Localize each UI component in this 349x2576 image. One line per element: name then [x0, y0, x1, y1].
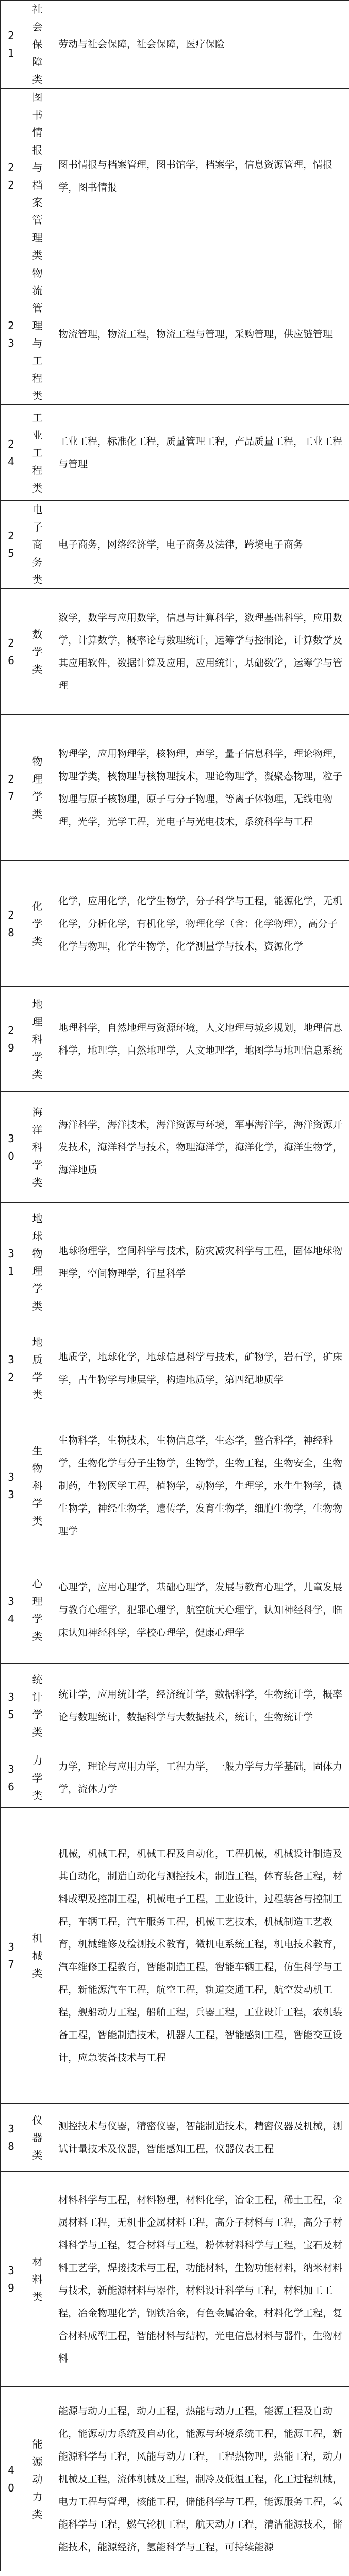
- table-row: [1, 405, 349, 501]
- table-row: [1, 501, 349, 589]
- table-row: [1, 861, 349, 987]
- table-row: [1, 1, 349, 89]
- table-row: [1, 2172, 349, 2387]
- table-row: [1, 715, 349, 861]
- category-majors: 地球物理学，空间科学与技术，防灾减灾科学与工程，固体地球物理学，空间物理学，行星科学: [53, 1203, 349, 1321]
- category-number: 23: [1, 264, 22, 405]
- category-majors: 劳动与社会保障，社会保障，医疗保险: [53, 1, 349, 89]
- category-name: 地球物理学类: [22, 1203, 53, 1321]
- category-name: 统计学类: [22, 1664, 53, 1748]
- table-row: [1, 2387, 349, 2571]
- category-number: 36: [1, 1748, 22, 1808]
- table-row: [1, 1808, 349, 2104]
- table-row: [1, 1092, 349, 1203]
- table-row: [1, 1203, 349, 1321]
- category-name: 机械类: [22, 1808, 53, 2104]
- category-majors: 机械，机械工程，机械工程及自动化，工程机械，机械设计制造及其自动化，制造自动化与测控技术，制造工程，体育装备工程，材料成型及控制工程，机械电子工程，工业设计，过程装备与控制工程，车辆工程，汽车服务工程，机械工艺技术，机械制造工艺教育，机械维修及检测技术教育，微机电系统工程，机电技术教育，汽车维修工程教育，智能制造工程，智能车辆工程，仿生科学与工程，新能源汽车工程，航空工程，轨道交通工程，航空发动机工程，舰船动力工程，船舶工程，兵器工程，工业设计工程，农机装备工程，智能制造技术，机器人工程，智能感知工程，智能交互设计，应急装备技术与工程: [53, 1808, 349, 2104]
- table-row: [1, 1748, 349, 1808]
- category-majors: 生物科学，生物技术，生物信息学，生态学，整合科学，神经科学，生物化学与分子生物学，生物学，生物工程，生物安全，生物制药，生物医学工程，植物学，动物学，生理学，水生生物学，微生物学，神经生物学，遗传学，发育生物学，细胞生物学，生物物理学: [53, 1415, 349, 1556]
- category-name: 工业工程类: [22, 405, 53, 501]
- category-name: 物理学类: [22, 715, 53, 861]
- category-majors: 海洋科学，海洋技术，海洋资源与环境，军事海洋学，海洋资源开发技术，海洋科学与技术，物理海洋学，海洋化学，海洋生物学，海洋地质: [53, 1092, 349, 1203]
- category-number: 35: [1, 1664, 22, 1748]
- category-number: 27: [1, 715, 22, 861]
- table-row: [1, 1321, 349, 1415]
- category-majors: 图书情报与档案管理，图书馆学，档案学，信息资源管理，情报学，图书情报: [53, 89, 349, 264]
- category-majors: 数学，数学与应用数学，信息与计算科学，数理基础科学，应用数学，计算数学，概率论与数理统计，运筹学与控制论，计算数学及其应用软件，数据计算及应用，应用统计，基础数学，运筹学与管理: [53, 589, 349, 715]
- category-name: 心理学类: [22, 1556, 53, 1664]
- category-number: 25: [1, 501, 22, 589]
- table-row: [1, 987, 349, 1092]
- table-row: [1, 264, 349, 405]
- category-number: 37: [1, 1808, 22, 2104]
- category-number: 34: [1, 1556, 22, 1664]
- category-number: 31: [1, 1203, 22, 1321]
- category-majors: 物流管理，物流工程，物流工程与管理，采购管理，供应链管理: [53, 264, 349, 405]
- table-row: [1, 1664, 349, 1748]
- table-row: [1, 1556, 349, 1664]
- category-number: 28: [1, 861, 22, 987]
- category-number: 32: [1, 1321, 22, 1415]
- category-majors: 力学，理论与应用力学，工程力学，一般力学与力学基础，固体力学，流体力学: [53, 1748, 349, 1808]
- category-majors: 电子商务，网络经济学，电子商务及法律，跨境电子商务: [53, 501, 349, 589]
- category-majors: 工业工程，标准化工程，质量管理工程，产品质量工程，工业工程与管理: [53, 405, 349, 501]
- table-row: [1, 1415, 349, 1556]
- category-number: 39: [1, 2172, 22, 2387]
- category-majors: 地理科学，自然地理与资源环境，人文地理与城乡规划，地理信息科学，地理学，自然地理学，人文地理学，地图学与地理信息系统: [53, 987, 349, 1092]
- category-name: 物流管理与工程类: [22, 264, 53, 405]
- category-name: 图书情报与档案管理类: [22, 89, 53, 264]
- category-name: 地质学类: [22, 1321, 53, 1415]
- table-row: [1, 89, 349, 264]
- category-name: 材料类: [22, 2172, 53, 2387]
- category-name: 电子商务类: [22, 501, 53, 589]
- category-name: 海洋科学类: [22, 1092, 53, 1203]
- category-name: 数学类: [22, 589, 53, 715]
- category-number: 29: [1, 987, 22, 1092]
- category-majors: 物理学，应用物理学，核物理，声学，量子信息科学，理论物理，物理学类，核物理与核物理技术，理论物理学，凝聚态物理，粒子物理与原子核物理，原子与分子物理，等离子体物理，无线电物理，光学，光学工程，光电子与光电技术，系统科学与工程: [53, 715, 349, 861]
- category-name: 力学类: [22, 1748, 53, 1808]
- category-majors: 能源与动力工程，动力工程，热能与动力工程，能源工程及自动化，能源动力系统及自动化，能源与环境系统工程，能源工程，新能源科学与工程，风能与动力工程，工程热物理，热能工程，动力机械及工程，流体机械及工程，制冷及低温工程，化工过程机械，电力工程与管理，核能工程，储能科学与工程，能源服务工程，氢能科学与工程，燃气轮机工程，航天动力工程，清洁能源技术，储能技术，能源经济，氢能科学与工程，可持续能源: [53, 2387, 349, 2571]
- category-name: 化学类: [22, 861, 53, 987]
- category-number: 33: [1, 1415, 22, 1556]
- table-row: [1, 2104, 349, 2172]
- category-number: 21: [1, 1, 22, 89]
- category-majors: 化学，应用化学，化学生物学，分子科学与工程，能源化学，无机化学，分析化学，有机化学，物理化学（含：化学物理），高分子化学与物理，化学生物学，化学测量学与技术，资源化学: [53, 861, 349, 987]
- category-majors: 测控技术与仪器，精密仪器，智能制造技术，精密仪器及机械，测试计量技术及仪器，智能感知工程，仪器仪表工程: [53, 2104, 349, 2172]
- category-number: 24: [1, 405, 22, 501]
- category-majors: 地质学，地球化学，地球信息科学与技术，矿物学，岩石学，矿床学，古生物学与地层学，构造地质学，第四纪地质学: [53, 1321, 349, 1415]
- category-number: 40: [1, 2387, 22, 2571]
- category-name: 仪器类: [22, 2104, 53, 2172]
- category-number: 26: [1, 589, 22, 715]
- category-number: 30: [1, 1092, 22, 1203]
- category-name: 社会保障类: [22, 1, 53, 89]
- category-majors: 心理学，应用心理学，基础心理学，发展与教育心理学，儿童发展与教育心理学，犯罪心理学，航空航天心理学，认知神经科学，临床认知神经科学，学校心理学，健康心理学: [53, 1556, 349, 1664]
- table-row: [1, 589, 349, 715]
- category-name: 地理科学类: [22, 987, 53, 1092]
- category-majors: 统计学，应用统计学，经济统计学，数据科学，生物统计学，概率论与数理统计，数据科学与大数据技术，统计，生物统计学: [53, 1664, 349, 1748]
- category-name: 生物科学类: [22, 1415, 53, 1556]
- category-number: 22: [1, 89, 22, 264]
- category-number: 38: [1, 2104, 22, 2172]
- category-majors: 材料科学与工程，材料物理，材料化学，冶金工程，稀土工程，金属材料工程，无机非金属材料工程，高分子材料与工程，高分子材料科学与工程，复合材料与工程，粉体材料科学与工程，宝石及材料工艺学，焊接技术与工程，功能材料，生物功能材料，纳米材料与技术，新能源材料与器件，材料设计科学与工程，材料加工工程，冶金物理化学，钢铁冶金，有色金属冶金，材料化学工程，复合材料成型工程，智能材料与结构，光电信息材料与器件，生物材料: [53, 2172, 349, 2387]
- category-name: 能源动力类: [22, 2387, 53, 2571]
